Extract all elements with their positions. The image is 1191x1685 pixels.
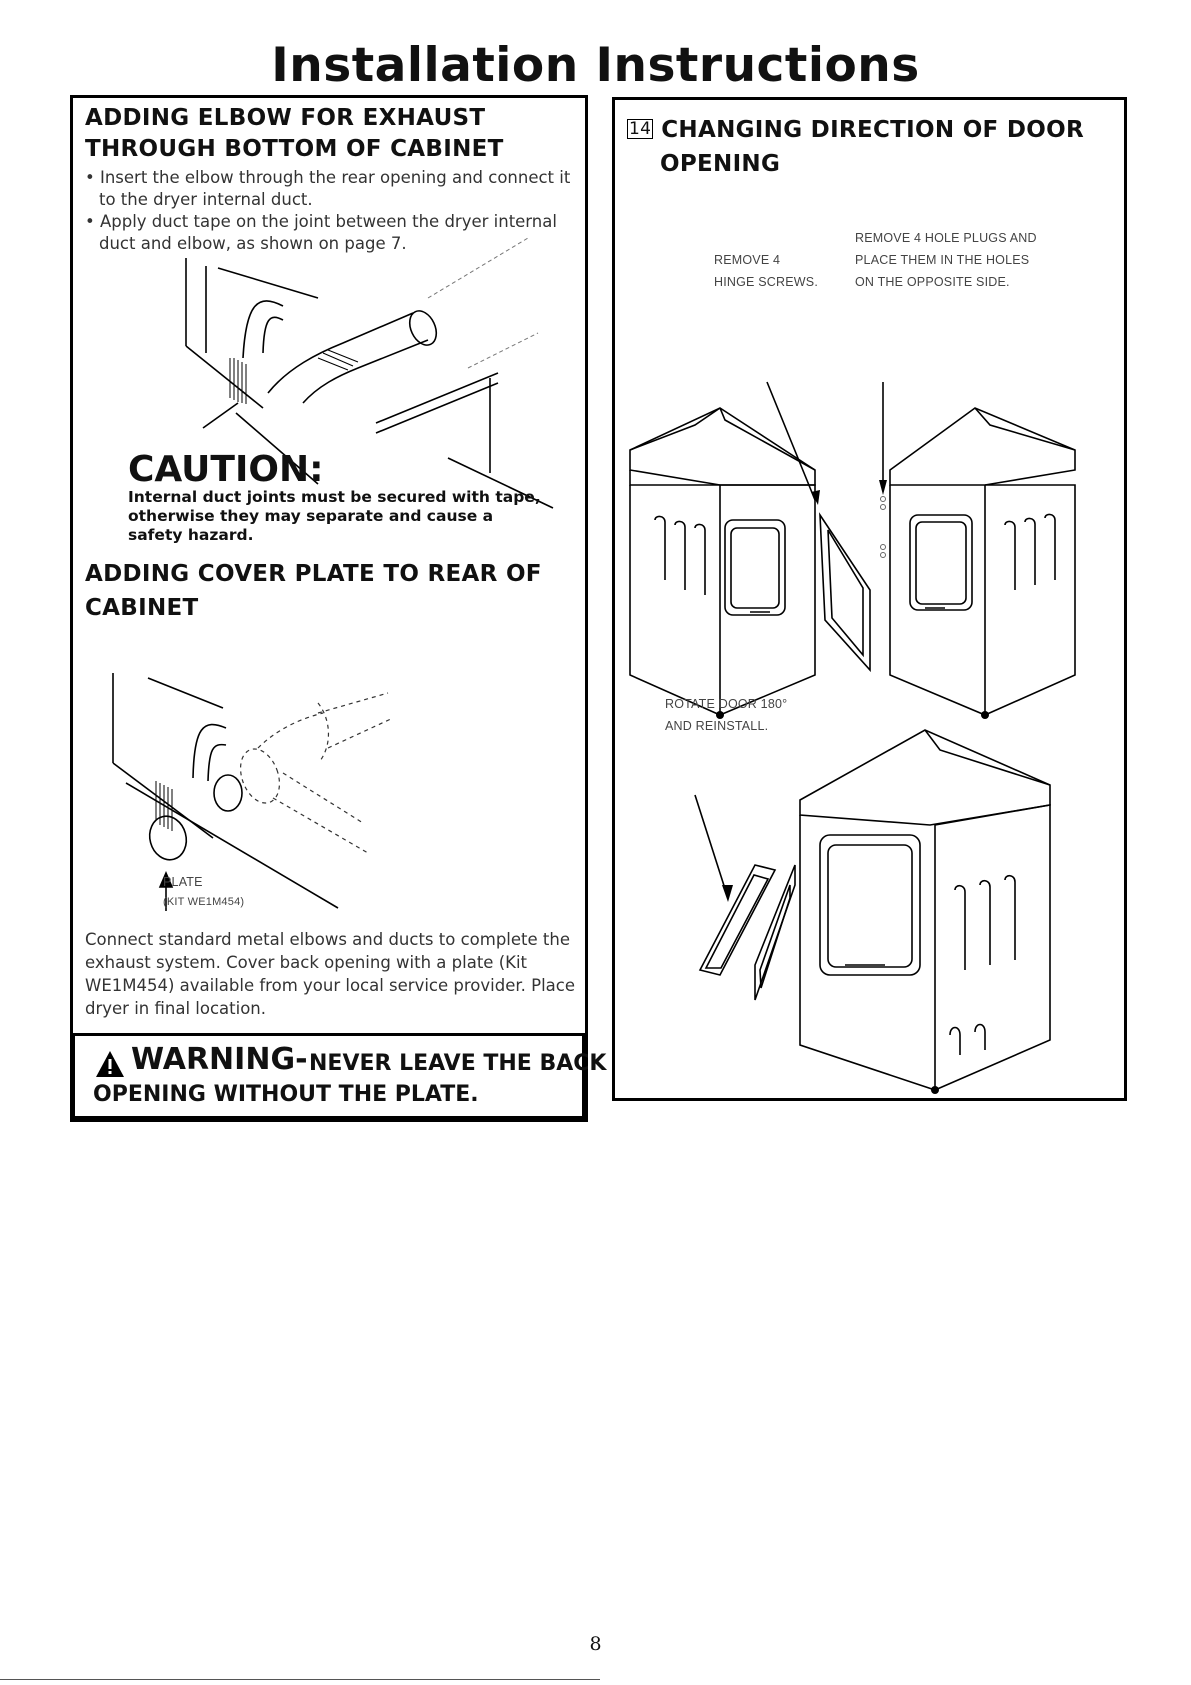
caution-text: Internal duct joints must be secured with tape, otherwise they may separate and cause a safety hazard. (128, 488, 541, 544)
dryer-door-reinstall-illustration (735, 670, 1095, 1090)
warning-line1: NEVER LEAVE THE BACK (309, 1051, 607, 1076)
door-section-heading-line2: OPENING (660, 151, 781, 177)
warning-triangle-icon (95, 1050, 125, 1078)
instruction-bullet: • Apply duct tape on the joint between the dryer internal duct and elbow, as shown on page 7. (85, 212, 557, 253)
bottom-divider (0, 1679, 600, 1680)
elbow-instructions-list (85, 167, 575, 255)
page-title: Installation Instructions (271, 38, 920, 93)
door-heading-text: CHANGING DIRECTION OF DOOR (661, 117, 1084, 143)
cover-plate-illustration (108, 673, 408, 893)
callout-plugs-line3: ON THE OPPOSITE SIDE. (855, 275, 1010, 289)
left-panel (70, 95, 607, 1122)
section-heading-cover-line1: ADDING COVER PLATE TO REAR OF (85, 561, 542, 587)
step-number-box: 14 (629, 119, 652, 139)
page-number: 8 (589, 1633, 602, 1655)
door-section-heading-line1 (627, 114, 1084, 146)
callout-hinge-line1: REMOVE 4 (714, 253, 781, 267)
callout-plugs-line1: REMOVE 4 HOLE PLUGS AND (855, 231, 1037, 245)
warning-box (72, 1033, 607, 1119)
warning-word: WARNING- (131, 1042, 308, 1077)
plate-label: PLATE (163, 875, 203, 889)
plate-kit-label: (KIT WE1M454) (163, 896, 245, 908)
caution-title: CAUTION: (128, 449, 324, 490)
callout-plugs-line2: PLACE THEM IN THE HOLES (855, 253, 1030, 267)
section-heading-elbow-line1: ADDING ELBOW FOR EXHAUST (85, 105, 486, 131)
right-panel (612, 97, 1127, 1101)
cover-plate-paragraph: Connect standard metal elbows and ducts to complete the exhaust system. Cover back opening with a plate (Kit WE1M454) available from your local service provider. Place dryer in final location. (85, 930, 575, 1018)
dryer-door-removal-illustration (625, 300, 1120, 720)
callout-rotate-text1: ROTATE DOOR 180° (665, 697, 788, 711)
warning-line2: OPENING WITHOUT THE PLATE. (93, 1082, 479, 1107)
callout-hinge-line2: HINGE SCREWS. (714, 275, 818, 289)
instruction-bullet: • Insert the elbow through the rear opening and connect it to the dryer internal duct. (85, 168, 571, 209)
section-heading-elbow-line2: THROUGH BOTTOM OF CABINET (85, 136, 504, 162)
section-heading-cover-line2: CABINET (85, 595, 199, 621)
callout-rotate-text2: AND REINSTALL. (665, 719, 769, 733)
